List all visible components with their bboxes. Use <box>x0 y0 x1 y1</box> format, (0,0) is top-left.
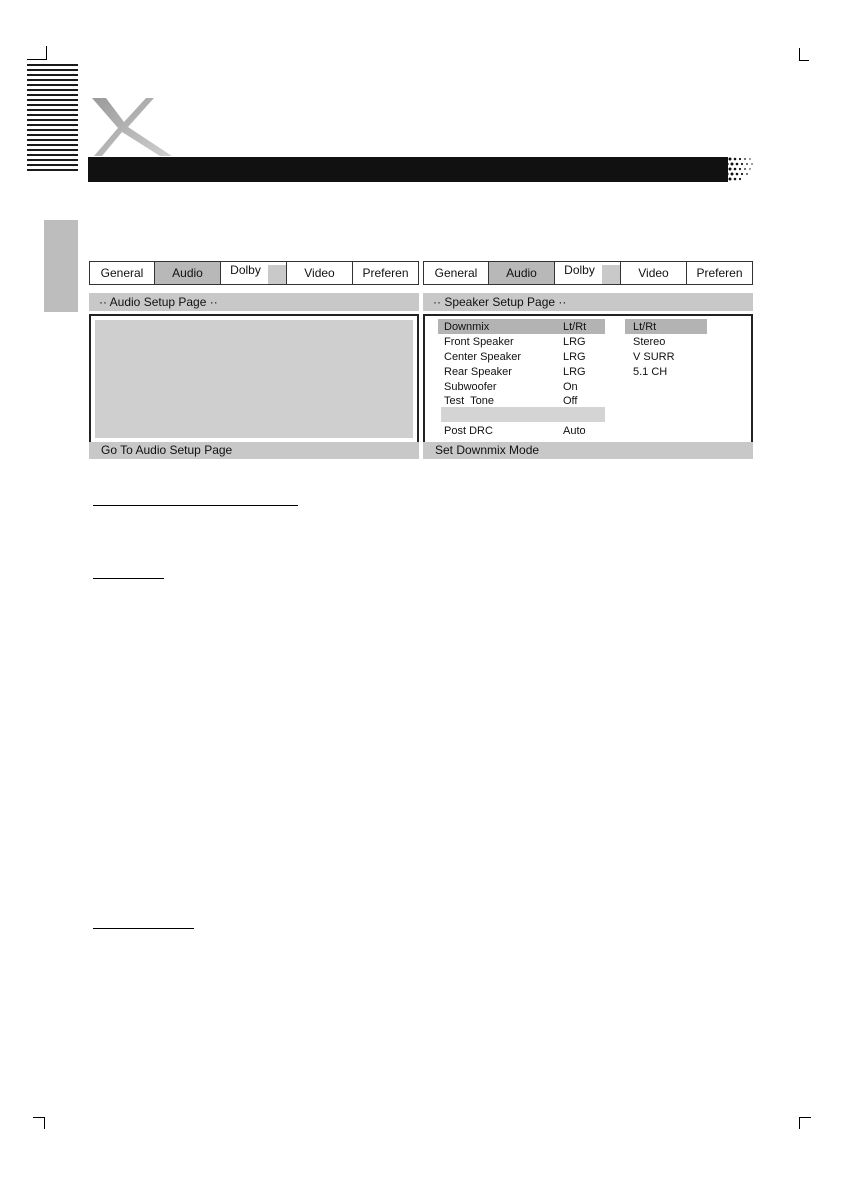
crop-mark-top-left-v <box>46 46 47 60</box>
tab-video[interactable]: Video <box>287 262 353 284</box>
setting-name-test-tone[interactable]: Test Tone <box>444 395 494 407</box>
speaker-setup-menu <box>423 261 753 460</box>
banner-halftone <box>718 155 758 184</box>
setting-name-downmix[interactable]: Downmix <box>444 321 490 333</box>
tab-general[interactable]: General <box>90 262 155 284</box>
setting-value-post-drc: Auto <box>563 425 586 437</box>
setting-value-test-tone: Off <box>563 395 578 407</box>
header-banner <box>88 157 728 182</box>
option-v-surr[interactable]: V SURR <box>633 351 675 363</box>
crop-mark-bottom-right <box>799 1117 811 1118</box>
tab-dolby[interactable]: Dolby <box>555 262 621 284</box>
side-stripes <box>27 64 78 174</box>
option-stereo[interactable]: Stereo <box>633 336 666 348</box>
empty-row-highlight <box>441 407 605 422</box>
tab-notch <box>602 265 620 284</box>
setting-name-subwoofer[interactable]: Subwoofer <box>444 381 497 393</box>
crop-mark-bottom-right-v <box>799 1117 800 1129</box>
content-placeholder <box>95 320 413 438</box>
crop-mark-bottom-left-v <box>44 1117 45 1129</box>
page-title: ·· Speaker Setup Page ·· <box>423 293 753 311</box>
menu-content-area <box>89 314 419 444</box>
status-bar: Set Downmix Mode <box>423 442 753 459</box>
status-bar: Go To Audio Setup Page <box>89 442 419 459</box>
tab-audio[interactable]: Audio <box>155 262 221 284</box>
section-heading-underline-3 <box>93 928 194 929</box>
setting-name-rear-speaker[interactable]: Rear Speaker <box>444 366 512 378</box>
crop-mark-top-left <box>27 59 47 60</box>
setting-name-center-speaker[interactable]: Center Speaker <box>444 351 522 363</box>
menu-tab-bar <box>89 261 419 285</box>
setting-name-post-drc[interactable]: Post DRC <box>444 425 493 437</box>
setting-value-downmix: Lt/Rt <box>563 321 587 333</box>
setting-value-rear-speaker: LRG <box>563 366 586 378</box>
page-title: ·· Audio Setup Page ·· <box>89 293 419 311</box>
setting-value-subwoofer: On <box>563 381 578 393</box>
setting-name-front-speaker[interactable]: Front Speaker <box>444 336 514 348</box>
tab-dolby[interactable]: Dolby <box>221 262 287 284</box>
menu-tab-bar <box>423 261 753 285</box>
audio-setup-menu <box>89 261 419 460</box>
crop-mark-top-right-h <box>799 60 809 61</box>
tab-notch <box>268 265 286 284</box>
tab-audio[interactable]: Audio <box>489 262 555 284</box>
menu-content-area <box>423 314 753 444</box>
section-heading-underline-1 <box>93 505 298 506</box>
option-lt-rt[interactable]: Lt/Rt <box>633 321 657 333</box>
language-tab-marker <box>44 220 78 312</box>
tab-preferences[interactable]: Preferen <box>362 266 409 280</box>
tab-preferences[interactable]: Preferen <box>696 266 743 280</box>
tab-video[interactable]: Video <box>621 262 687 284</box>
brand-logo <box>88 96 178 158</box>
tab-general[interactable]: General <box>424 262 489 284</box>
setting-value-front-speaker: LRG <box>563 336 586 348</box>
option-5-1-ch[interactable]: 5.1 CH <box>633 366 668 378</box>
section-heading-underline-2 <box>93 578 164 579</box>
setting-value-center-speaker: LRG <box>563 351 586 363</box>
